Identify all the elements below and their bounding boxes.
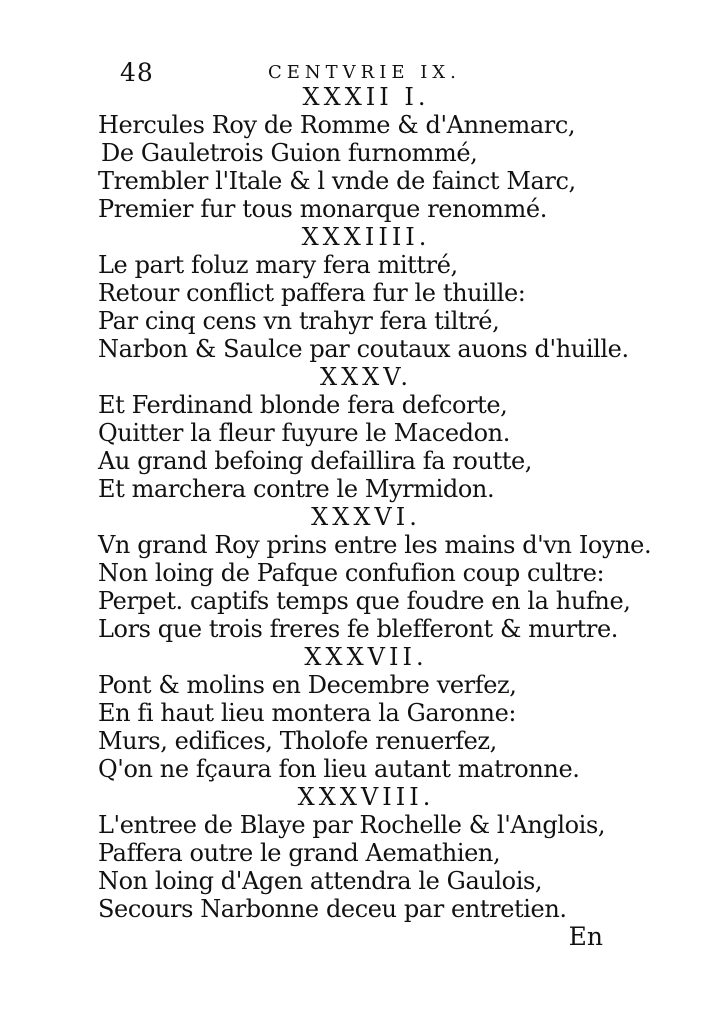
- verse-line: Trembler l'Itale & l vnde de fainct Marc,: [98, 167, 576, 195]
- quatrain: [98, 363, 618, 503]
- quatrain-list: [98, 83, 652, 923]
- running-head: CENTVRIE IX.: [268, 62, 461, 83]
- quatrain: [98, 223, 629, 363]
- verse-line: Et marchera contre le Myrmidon.: [98, 475, 495, 503]
- catchword: En: [568, 922, 603, 951]
- quatrain-number: XXXII I.: [302, 83, 430, 111]
- quatrain-number: XXXVIII.: [297, 783, 435, 811]
- verse-line: Retour conflict paffera fur le thuille:: [98, 279, 526, 307]
- quatrain: [98, 83, 618, 223]
- verse-line: Le part foluz mary fera mittré,: [98, 251, 458, 279]
- quatrain: [98, 503, 652, 643]
- verse-line: En fi haut lieu montera la Garonne:: [98, 699, 517, 727]
- verse-line: Vn grand Roy prins entre les mains d'vn Ioyne.: [98, 531, 652, 559]
- verse-line: Et Ferdinand blonde fera defcorte,: [98, 391, 508, 419]
- quatrain-number: XXXIIII.: [301, 223, 431, 251]
- verse-line: Paffera outre le grand Aemathien,: [98, 839, 501, 867]
- page-number: 48: [120, 58, 154, 87]
- verse-line: Premier fur tous monarque renommé.: [98, 195, 547, 223]
- quatrain-number: XXXV.: [319, 363, 413, 391]
- verse-line: De Gauletrois Guion furnommé,: [101, 139, 478, 167]
- verse-line: Quitter la fleur fuyure le Macedon.: [98, 419, 510, 447]
- verse-line: Secours Narbonne deceu par entretien.: [98, 895, 567, 923]
- verse-line: Par cinq cens vn trahyr fera tiltré,: [98, 307, 500, 335]
- verse-line: Non loing de Pafque confufion coup cultre:: [98, 559, 605, 587]
- quatrain: [98, 783, 618, 923]
- verse-line: Pont & molins en Decembre verfez,: [98, 671, 517, 699]
- verse-line: Murs, edifices, Tholofe renuerfez,: [98, 727, 497, 755]
- quatrain: [98, 643, 618, 783]
- verse-line: Hercules Roy de Romme & d'Annemarc,: [98, 111, 576, 139]
- quatrain-number: XXXVI.: [311, 503, 421, 531]
- verse-line: Narbon & Saulce par coutaux auons d'huille.: [98, 335, 629, 363]
- verse-line: Q'on ne fçaura fon lieu autant matronne.: [98, 755, 580, 783]
- verse-line: Lors que trois freres fe blefferont & murtre.: [98, 615, 619, 643]
- verse-line: Au grand befoing defaillira fa routte,: [98, 447, 533, 475]
- quatrain-number: XXXVII.: [304, 643, 428, 671]
- verse-line: Perpet. captifs temps que foudre en la hufne,: [98, 587, 631, 615]
- verse-line: L'entree de Blaye par Rochelle & l'Anglois,: [98, 811, 606, 839]
- verse-line: Non loing d'Agen attendra le Gaulois,: [98, 867, 543, 895]
